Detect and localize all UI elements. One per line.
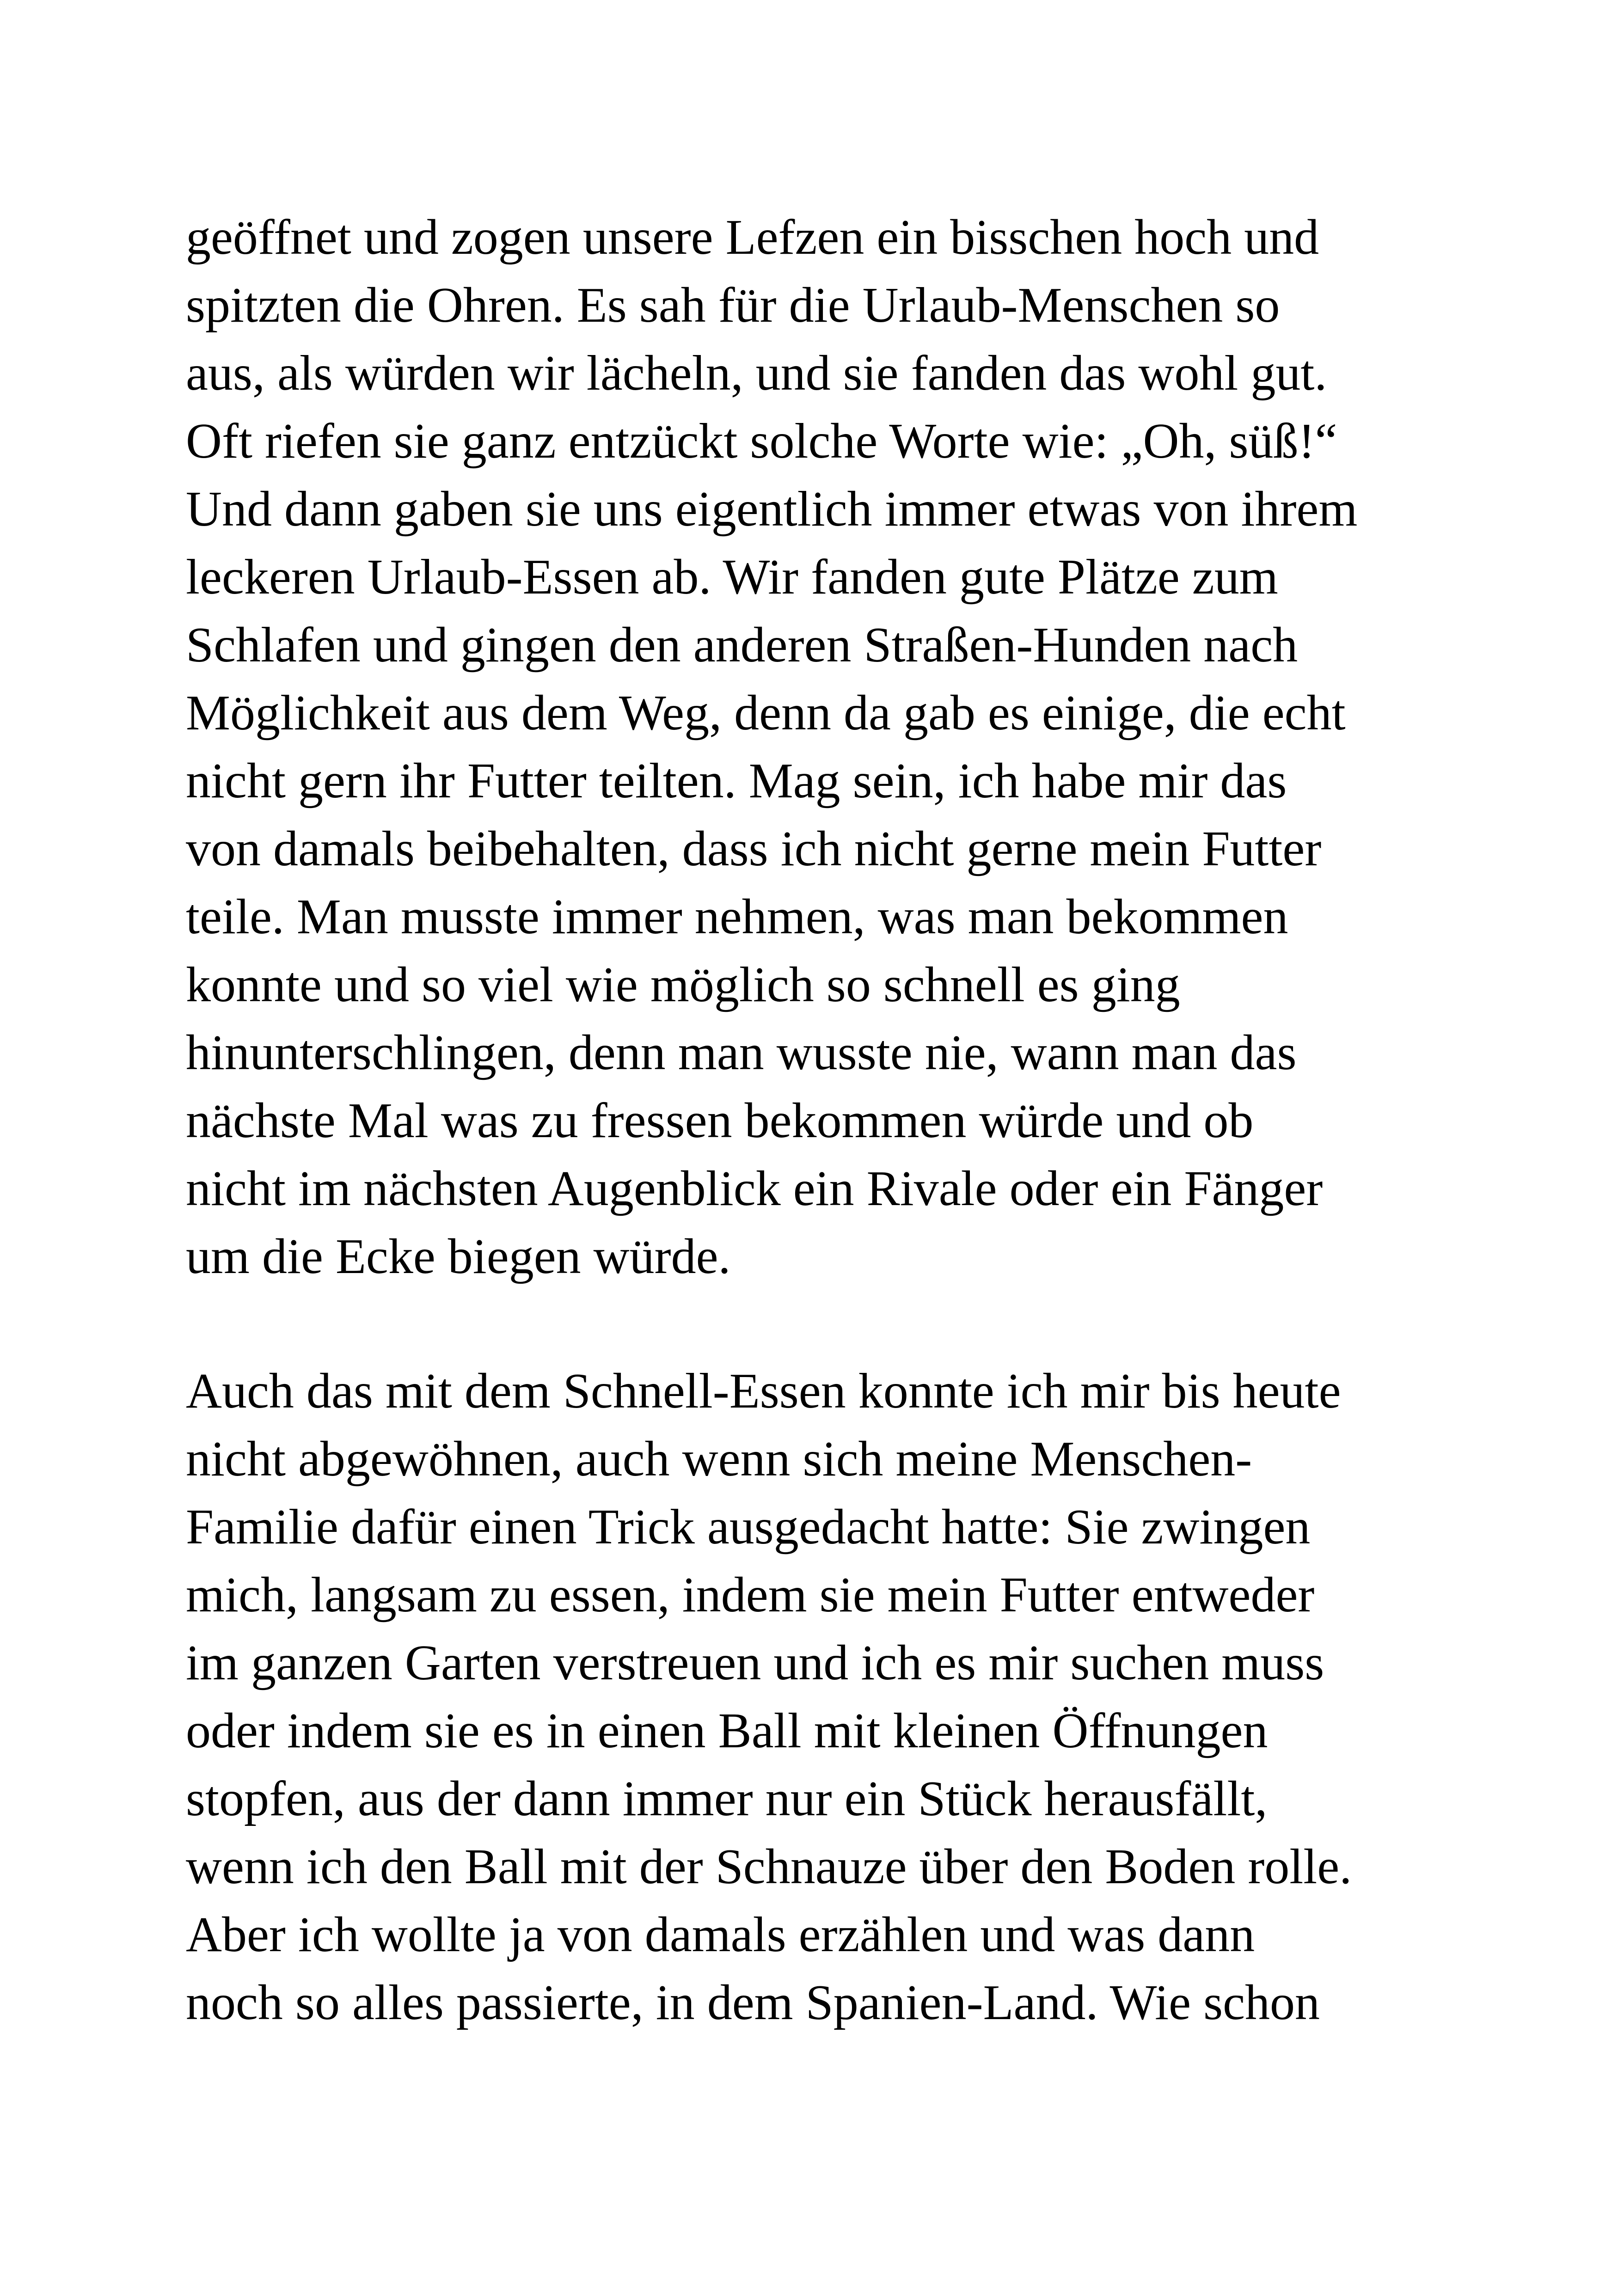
- text-line: konnte und so viel wie möglich so schnell es ging: [186, 957, 1180, 1012]
- text-line: nicht im nächsten Augenblick ein Rivale oder ein Fänger: [186, 1161, 1323, 1216]
- text-line: aus, als würden wir lächeln, und sie fanden das wohl gut.: [186, 346, 1327, 401]
- text-line: Oft riefen sie ganz entzückt solche Worte wie: „Oh, süß!“: [186, 414, 1337, 469]
- text-line: leckeren Urlaub-Essen ab. Wir fanden gute Plätze zum: [186, 550, 1278, 605]
- text-line: spitzten die Ohren. Es sah für die Urlaub-Menschen so: [186, 278, 1280, 333]
- text-line: Möglichkeit aus dem Weg, denn da gab es einige, die echt: [186, 686, 1346, 741]
- text-line: von damals beibehalten, dass ich nicht gerne mein Futter: [186, 821, 1322, 876]
- text-line: Schlafen und gingen den anderen Straßen-Hunden nach: [186, 618, 1298, 673]
- text-line: oder indem sie es in einen Ball mit kleinen Öffnungen: [186, 1703, 1268, 1758]
- text-line: nicht abgewöhnen, auch wenn sich meine Menschen-: [186, 1432, 1252, 1487]
- paragraph-2: [186, 1357, 1480, 2037]
- text-line: stopfen, aus der dann immer nur ein Stück herausfällt,: [186, 1771, 1268, 1826]
- text-line: nicht gern ihr Futter teilten. Mag sein, ich habe mir das: [186, 753, 1287, 808]
- text-line: im ganzen Garten verstreuen und ich es mir suchen muss: [186, 1635, 1324, 1690]
- text-line: Aber ich wollte ja von damals erzählen und was dann: [186, 1907, 1255, 1962]
- text-line: geöffnet und zogen unsere Lefzen ein bisschen hoch und: [186, 210, 1319, 265]
- text-line: teile. Man musste immer nehmen, was man bekommen: [186, 889, 1288, 944]
- text-line: Auch das mit dem Schnell-Essen konnte ich mir bis heute: [186, 1364, 1341, 1419]
- text-line: wenn ich den Ball mit der Schnauze über den Boden rolle.: [186, 1839, 1352, 1894]
- text-line: nächste Mal was zu fressen bekommen würde und ob: [186, 1093, 1254, 1148]
- text-line: um die Ecke biegen würde.: [186, 1229, 731, 1284]
- paragraph-1: [186, 203, 1480, 1291]
- text-line: Familie dafür einen Trick ausgedacht hatte: Sie zwingen: [186, 1500, 1311, 1555]
- text-line: mich, langsam zu essen, indem sie mein Futter entweder: [186, 1567, 1315, 1623]
- text-line: hinunterschlingen, denn man wusste nie, wann man das: [186, 1025, 1297, 1080]
- text-line: noch so alles passierte, in dem Spanien-Land. Wie schon: [186, 1975, 1320, 2030]
- text-line: Und dann gaben sie uns eigentlich immer etwas von ihrem: [186, 482, 1358, 537]
